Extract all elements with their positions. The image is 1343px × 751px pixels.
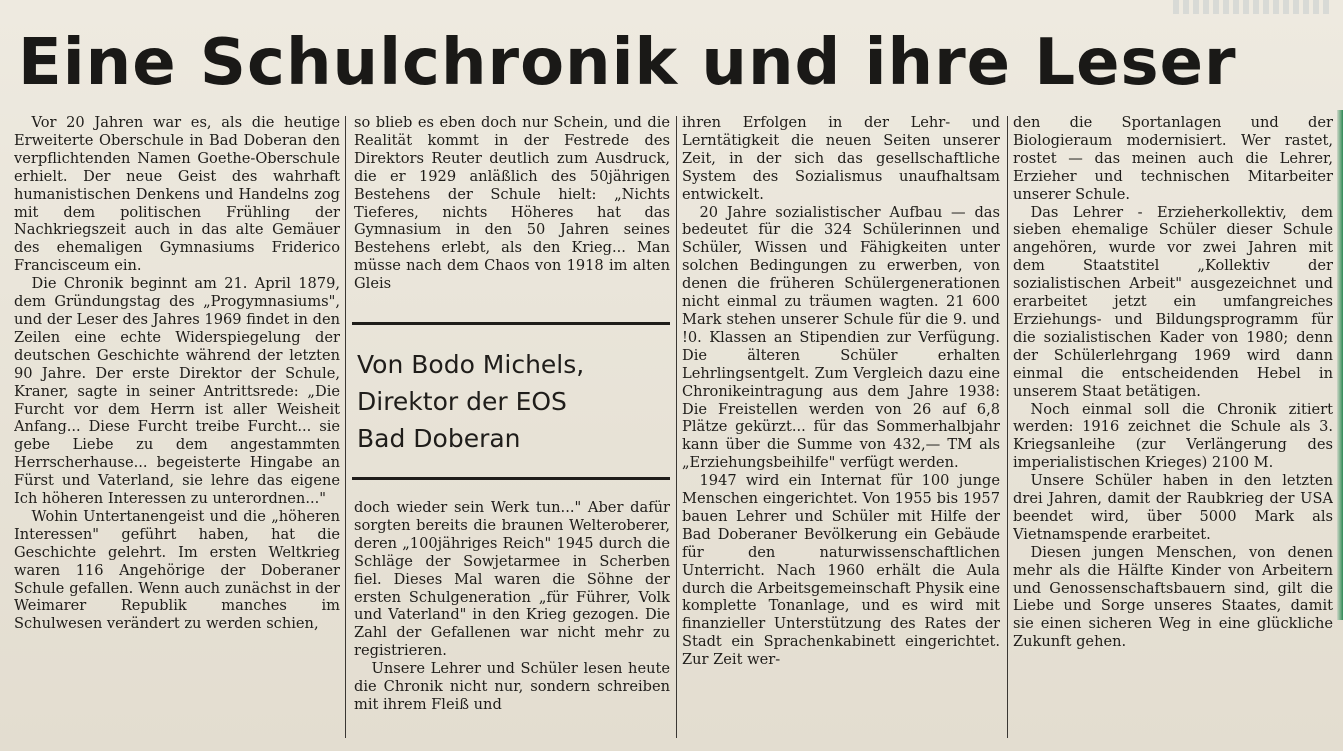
- paragraph: Die Chronik beginnt am 21. April 1879, dem Gründungstag des „Progymnasiums", und der Leser des Jahres 1969 findet in den Zeilen eine echte Widerspiegelung der deutschen Geschichte während der letzten 90 Jahre. Der erste Direktor der Schule, Kraner, sagte in seiner Antrittsrede: „Die Furcht vor dem Herrn ist aller Weisheit Anfang... Diese Furcht treibe Furcht... sie gebe Liebe zu dem angestammten Herrscherhause... begeisterte Hingabe an Fürst und Vaterland, sie lehre das eigene Ich höheren Interessen zu unterordnen...": [14, 275, 340, 508]
- paragraph: doch wieder sein Werk tun..." Aber dafür sorgten bereits die braunen Welteroberer, deren „100jähriges Reich" 1945 durch die Schläge der Sowjetarmee in Scherben fiel. Dieses Mal waren die Söhne der ersten Schulgeneration „für Führer, Volk und Vaterland" in den Krieg gezogen. Die Zahl der Gefallenen war nicht mehr zu registrieren.: [354, 499, 670, 660]
- paragraph: Vor 20 Jahren war es, als die heutige Erweiterte Oberschule in Bad Doberan den verpflichtenden Namen Goethe-Oberschule erhielt. Der neue Geist des wahrhaft humanistischen Denkens und Handelns zog mit dem politischen Frühling der Nachkriegszeit auch in das alte Gemäuer des ehemaligen Gymnasiums Friderico Francisceum ein.: [14, 114, 340, 275]
- paragraph: Unsere Lehrer und Schüler lesen heute die Chronik nicht nur, sondern schreiben mit ihrem Fleiß und: [354, 660, 670, 713]
- paragraph: Noch einmal soll die Chronik zitiert werden: 1916 zeichnet die Schule als 3. Kriegsanleihe (zur Verlängerung des imperialistischen Krieges) 2100 M.: [1013, 400, 1333, 472]
- column-2-bottom: [354, 499, 670, 744]
- column-2-top: [354, 114, 670, 314]
- byline-rule-top: [352, 322, 670, 325]
- headline: Eine Schulchronik und ihre Leser: [18, 26, 1237, 100]
- paragraph: so blieb es eben doch nur Schein, und die Realität kommt in der Festrede des Direktors Reuter deutlich zum Ausdruck, die er 1929 anläßlich des 50jährigen Bestehens der Schule hielt: „Nichts Tieferes, nichts Höheres hat das Gymnasium in den 50 Jahren seines Bestehens erlebt, als den Krieg... Man müsse nach dem Chaos von 1918 im alten Gleis: [354, 114, 670, 293]
- paragraph: den die Sportanlagen und der Biologieraum modernisiert. Wer rastet, rostet — das meinen auch die Lehrer, Erzieher und technischen Mitarbeiter unserer Schule.: [1013, 114, 1333, 203]
- paragraph: Diesen jungen Menschen, von denen mehr als die Hälfte Kinder von Arbeitern und Genossenschaftsbauern sind, gilt die Liebe und Sorge unseres Staates, damit sie einen sicheren Weg in eine glückliche Zukunft gehen.: [1013, 543, 1333, 651]
- byline-title: Direktor der EOS: [357, 387, 567, 416]
- column-1: [14, 114, 340, 744]
- byline-rule-bottom: [352, 477, 670, 480]
- column-4: [1013, 114, 1333, 744]
- paragraph: ihren Erfolgen in der Lehr- und Lerntätigkeit die neuen Seiten unserer Zeit, in der sich das gesellschaftliche System des Sozialismus unaufhaltsam entwickelt.: [682, 114, 1000, 203]
- clipping-edge-mark: [1173, 0, 1333, 14]
- paragraph: 1947 wird ein Internat für 100 junge Menschen eingerichtet. Von 1955 bis 1957 bauen Lehrer und Schüler mit Hilfe der Bad Doberaner Bevölkerung ein Gebäude für den naturwissenschaftlichen Unterricht. Nach 1960 erhält die Aula durch die Arbeitsgemeinschaft Physik eine komplette Tonanlage, und es wird mit finanzieller Unterstützung des Rates der Stadt ein Sprachenkabinett eingerichtet. Zur Zeit wer-: [682, 472, 1000, 669]
- column-divider: [1007, 116, 1008, 738]
- byline-box: [352, 322, 670, 482]
- paragraph: Unsere Schüler haben in den letzten drei Jahren, damit der Raubkrieg der USA beendet wird, über 5000 Mark als Vietnamspende erarbeitet.: [1013, 472, 1333, 543]
- column-divider: [676, 116, 677, 738]
- byline-author: Von Bodo Michels,: [357, 350, 585, 379]
- paragraph: 20 Jahre sozialistischer Aufbau — das bedeutet für die 324 Schülerinnen und Schüler, Wissen und Fähigkeiten unter solchen Bedingungen zu erwerben, von denen die früheren Schülergenerationen nicht einmal zu träumen wagten. 21 600 Mark stehen unserer Schule für die 9. und !0. Klassen an Stipendien zur Verfügung. Die älteren Schüler erhalten Lehrlingsentgelt. Zum Vergleich dazu eine Chronikeintragung aus dem Jahre 1938: Die Freistellen werden von 26 auf 6,8 Plätze gekürzt... für das Sommerhalbjahr kann über die Summe von 432,— TM als „Erziehungsbeihilfe" verfügt werden.: [682, 203, 1000, 472]
- column-divider: [345, 116, 346, 738]
- photo-edge: [1337, 110, 1343, 620]
- byline-location: Bad Doberan: [357, 424, 521, 453]
- byline: [357, 346, 584, 457]
- paragraph: Wohin Untertanengeist und die „höheren Interessen" geführt haben, hat die Geschichte gelehrt. Im ersten Weltkrieg waren 116 Angehörige der Doberaner Schule gefallen. Wenn auch zunächst in der Weimarer Republik manches im Schulwesen verändert zu werden schien,: [14, 507, 340, 633]
- paragraph: Das Lehrer - Erzieherkollektiv, dem sieben ehemalige Schüler dieser Schule angehören, wurde vor zwei Jahren mit dem Staatstitel „Kollektiv der sozialistischen Arbeit" ausgezeichnet und erarbeitet jetzt ein umfangreiches Erziehungs- und Bildungsprogramm für die sozialistischen Kader von 1980; denn der Schülerlehrgang 1969 wird dann einmal die entscheidenden Hebel in unserem Staat betätigen.: [1013, 203, 1333, 400]
- column-3: [682, 114, 1000, 744]
